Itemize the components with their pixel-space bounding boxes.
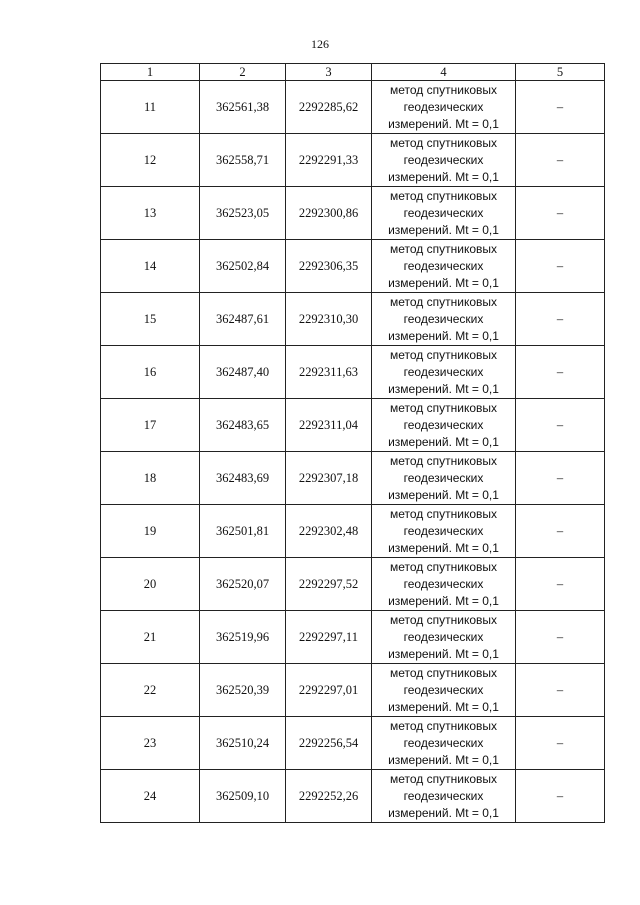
- method-line: геодезических: [403, 470, 484, 485]
- method-line: измерений. Mt = 0,1: [388, 381, 499, 396]
- method-line: геодезических: [403, 99, 484, 114]
- x-coordinate-cell: 362561,38: [200, 81, 286, 134]
- table-row: [101, 240, 605, 293]
- note-cell: –: [516, 770, 605, 823]
- point-number-cell: 17: [101, 399, 200, 452]
- column-header: 2: [200, 64, 286, 81]
- method-line: метод спутниковых: [389, 294, 497, 309]
- x-coordinate-cell: 362487,61: [200, 293, 286, 346]
- method-line: измерений. Mt = 0,1: [388, 805, 499, 820]
- method-line: метод спутниковых: [389, 665, 497, 680]
- x-coordinate-cell: 362483,65: [200, 399, 286, 452]
- column-header: 4: [372, 64, 516, 81]
- y-coordinate-cell: 2292307,18: [286, 452, 372, 505]
- note-cell: –: [516, 187, 605, 240]
- y-coordinate-cell: 2292311,63: [286, 346, 372, 399]
- method-line: метод спутниковых: [389, 135, 497, 150]
- method-line: геодезических: [403, 205, 484, 220]
- method-cell: [372, 452, 516, 505]
- method-line: метод спутниковых: [389, 241, 497, 256]
- method-line: геодезических: [403, 682, 484, 697]
- method-line: метод спутниковых: [389, 188, 497, 203]
- table-row: [101, 717, 605, 770]
- method-line: измерений. Mt = 0,1: [388, 752, 499, 767]
- table-row: [101, 770, 605, 823]
- method-line: метод спутниковых: [389, 400, 497, 415]
- method-cell: [372, 134, 516, 187]
- note-cell: –: [516, 452, 605, 505]
- method-line: измерений. Mt = 0,1: [388, 169, 499, 184]
- table-row: [101, 399, 605, 452]
- method-line: геодезических: [403, 523, 484, 538]
- method-cell: [372, 293, 516, 346]
- method-line: измерений. Mt = 0,1: [388, 222, 499, 237]
- note-cell: –: [516, 81, 605, 134]
- method-line: метод спутниковых: [389, 612, 497, 627]
- method-cell: [372, 81, 516, 134]
- table-header-row: [101, 64, 605, 81]
- note-cell: –: [516, 346, 605, 399]
- method-line: геодезических: [403, 258, 484, 273]
- point-number-cell: 15: [101, 293, 200, 346]
- method-line: измерений. Mt = 0,1: [388, 116, 499, 131]
- y-coordinate-cell: 2292311,04: [286, 399, 372, 452]
- point-number-cell: 12: [101, 134, 200, 187]
- method-cell: [372, 611, 516, 664]
- y-coordinate-cell: 2292300,86: [286, 187, 372, 240]
- table-row: [101, 505, 605, 558]
- x-coordinate-cell: 362523,05: [200, 187, 286, 240]
- method-line: измерений. Mt = 0,1: [388, 699, 499, 714]
- y-coordinate-cell: 2292306,35: [286, 240, 372, 293]
- point-number-cell: 11: [101, 81, 200, 134]
- x-coordinate-cell: 362510,24: [200, 717, 286, 770]
- method-cell: [372, 664, 516, 717]
- point-number-cell: 24: [101, 770, 200, 823]
- method-line: метод спутниковых: [389, 506, 497, 521]
- method-line: геодезических: [403, 152, 484, 167]
- method-line: метод спутниковых: [389, 718, 497, 733]
- method-line: измерений. Mt = 0,1: [388, 593, 499, 608]
- x-coordinate-cell: 362520,39: [200, 664, 286, 717]
- table-row: [101, 81, 605, 134]
- method-line: геодезических: [403, 735, 484, 750]
- note-cell: –: [516, 399, 605, 452]
- note-cell: –: [516, 134, 605, 187]
- method-line: геодезических: [403, 417, 484, 432]
- table-row: [101, 134, 605, 187]
- x-coordinate-cell: 362519,96: [200, 611, 286, 664]
- note-cell: –: [516, 505, 605, 558]
- method-line: геодезических: [403, 629, 484, 644]
- method-cell: [372, 187, 516, 240]
- y-coordinate-cell: 2292297,52: [286, 558, 372, 611]
- point-number-cell: 19: [101, 505, 200, 558]
- method-line: измерений. Mt = 0,1: [388, 487, 499, 502]
- point-number-cell: 13: [101, 187, 200, 240]
- method-cell: [372, 717, 516, 770]
- note-cell: –: [516, 611, 605, 664]
- point-number-cell: 22: [101, 664, 200, 717]
- method-cell: [372, 770, 516, 823]
- column-header: 1: [101, 64, 200, 81]
- point-number-cell: 14: [101, 240, 200, 293]
- method-line: измерений. Mt = 0,1: [388, 540, 499, 555]
- method-line: геодезических: [403, 576, 484, 591]
- y-coordinate-cell: 2292252,26: [286, 770, 372, 823]
- note-cell: –: [516, 240, 605, 293]
- y-coordinate-cell: 2292291,33: [286, 134, 372, 187]
- method-line: геодезических: [403, 364, 484, 379]
- y-coordinate-cell: 2292285,62: [286, 81, 372, 134]
- table-row: [101, 346, 605, 399]
- method-line: метод спутниковых: [389, 453, 497, 468]
- column-header: 3: [286, 64, 372, 81]
- x-coordinate-cell: 362502,84: [200, 240, 286, 293]
- method-cell: [372, 346, 516, 399]
- table-row: [101, 293, 605, 346]
- note-cell: –: [516, 717, 605, 770]
- method-line: метод спутниковых: [389, 347, 497, 362]
- y-coordinate-cell: 2292302,48: [286, 505, 372, 558]
- method-line: геодезических: [403, 788, 484, 803]
- y-coordinate-cell: 2292297,11: [286, 611, 372, 664]
- method-line: метод спутниковых: [389, 771, 497, 786]
- x-coordinate-cell: 362509,10: [200, 770, 286, 823]
- table-row: [101, 452, 605, 505]
- point-number-cell: 20: [101, 558, 200, 611]
- y-coordinate-cell: 2292297,01: [286, 664, 372, 717]
- note-cell: –: [516, 664, 605, 717]
- method-line: измерений. Mt = 0,1: [388, 328, 499, 343]
- method-line: измерений. Mt = 0,1: [388, 434, 499, 449]
- table-row: [101, 664, 605, 717]
- point-number-cell: 18: [101, 452, 200, 505]
- table-row: [101, 558, 605, 611]
- x-coordinate-cell: 362558,71: [200, 134, 286, 187]
- point-number-cell: 16: [101, 346, 200, 399]
- page-number: 126: [311, 37, 329, 51]
- x-coordinate-cell: 362487,40: [200, 346, 286, 399]
- y-coordinate-cell: 2292310,30: [286, 293, 372, 346]
- note-cell: –: [516, 293, 605, 346]
- method-cell: [372, 505, 516, 558]
- method-cell: [372, 399, 516, 452]
- point-number-cell: 23: [101, 717, 200, 770]
- note-cell: –: [516, 558, 605, 611]
- y-coordinate-cell: 2292256,54: [286, 717, 372, 770]
- column-header: 5: [516, 64, 605, 81]
- table-row: [101, 187, 605, 240]
- method-cell: [372, 558, 516, 611]
- method-line: метод спутниковых: [389, 82, 497, 97]
- method-line: геодезических: [403, 311, 484, 326]
- method-line: измерений. Mt = 0,1: [388, 275, 499, 290]
- point-number-cell: 21: [101, 611, 200, 664]
- coordinates-table: [100, 63, 605, 823]
- x-coordinate-cell: 362483,69: [200, 452, 286, 505]
- table-row: [101, 611, 605, 664]
- method-cell: [372, 240, 516, 293]
- method-line: измерений. Mt = 0,1: [388, 646, 499, 661]
- x-coordinate-cell: 362501,81: [200, 505, 286, 558]
- method-line: метод спутниковых: [389, 559, 497, 574]
- x-coordinate-cell: 362520,07: [200, 558, 286, 611]
